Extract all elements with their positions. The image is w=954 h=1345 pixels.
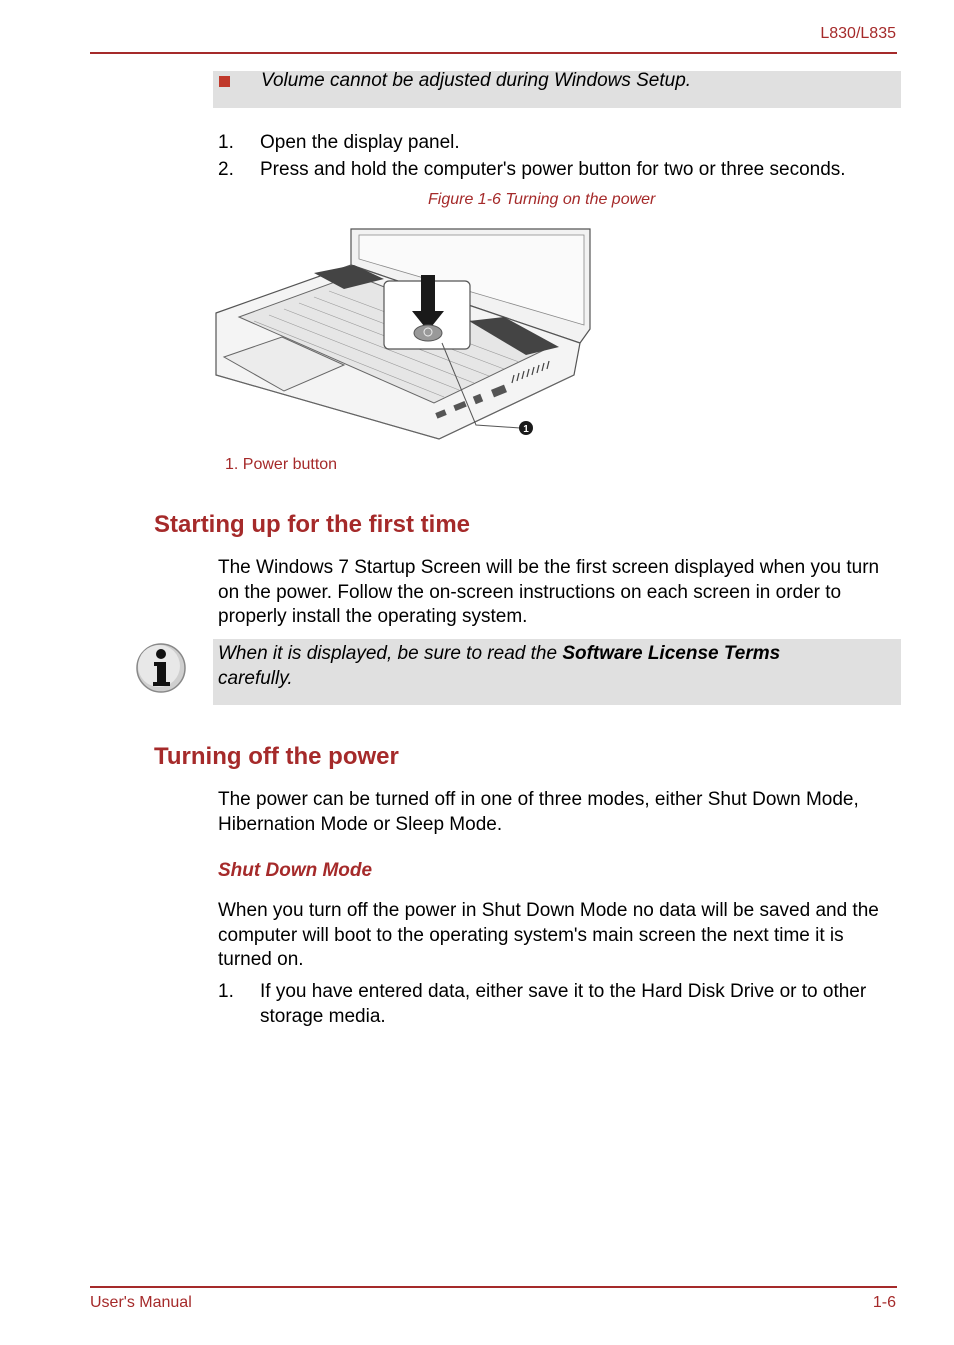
info-icon <box>134 640 190 696</box>
list-item <box>218 131 908 156</box>
steps-list <box>218 980 898 1029</box>
page-number: 1-6 <box>872 1294 896 1311</box>
note-box <box>213 639 901 705</box>
list-number: 1. <box>218 132 234 153</box>
note-text: Volume cannot be adjusted during Windows Setup. <box>261 70 692 91</box>
note-emphasis: Software License Terms <box>562 643 781 664</box>
list-item <box>218 980 898 1029</box>
note-text-end: carefully. <box>218 667 293 689</box>
steps-list <box>218 131 908 182</box>
note-box <box>213 71 901 108</box>
list-number: 2. <box>218 158 234 180</box>
section-paragraph: The Windows 7 Startup Screen will be the first screen displayed when you turn on the power. Follow the on-screen instructions on each screen in order to properly install the operating system. <box>218 557 880 627</box>
figure-caption: Figure 1-6 Turning on the power <box>428 191 656 208</box>
running-header: L830/L835 <box>820 25 896 42</box>
callout-number: 1 <box>523 424 529 435</box>
note-text <box>218 642 888 691</box>
section-heading: Turning off the power <box>154 743 399 770</box>
list-text: Open the display panel. <box>260 132 460 153</box>
laptop-illustration <box>214 225 594 445</box>
bullet-square-icon <box>219 76 230 87</box>
section-paragraph: The power can be turned off in one of three modes, either Shut Down Mode, Hibernation Mode or Sleep Mode. <box>218 789 859 835</box>
list-text: Press and hold the computer's power button for two or three seconds. <box>260 158 846 180</box>
list-item <box>218 158 908 183</box>
footer-left: User's Manual <box>90 1294 192 1311</box>
subsection-heading: Shut Down Mode <box>218 860 373 881</box>
list-number: 1. <box>218 981 234 1002</box>
note-text-start: When it is displayed, be sure to read the <box>218 643 563 664</box>
subsection-paragraph: When you turn off the power in Shut Down Mode no data will be saved and the computer will boot to the operating system's main screen the next time it is turned on. <box>218 900 879 970</box>
section-heading: Starting up for the first time <box>154 511 471 538</box>
footer-rule <box>90 1286 897 1288</box>
figure-legend: 1. Power button <box>225 456 338 473</box>
list-text: If you have entered data, either save it to the Hard Disk Drive or to other storage media. <box>260 981 867 1027</box>
header-rule <box>90 52 897 54</box>
